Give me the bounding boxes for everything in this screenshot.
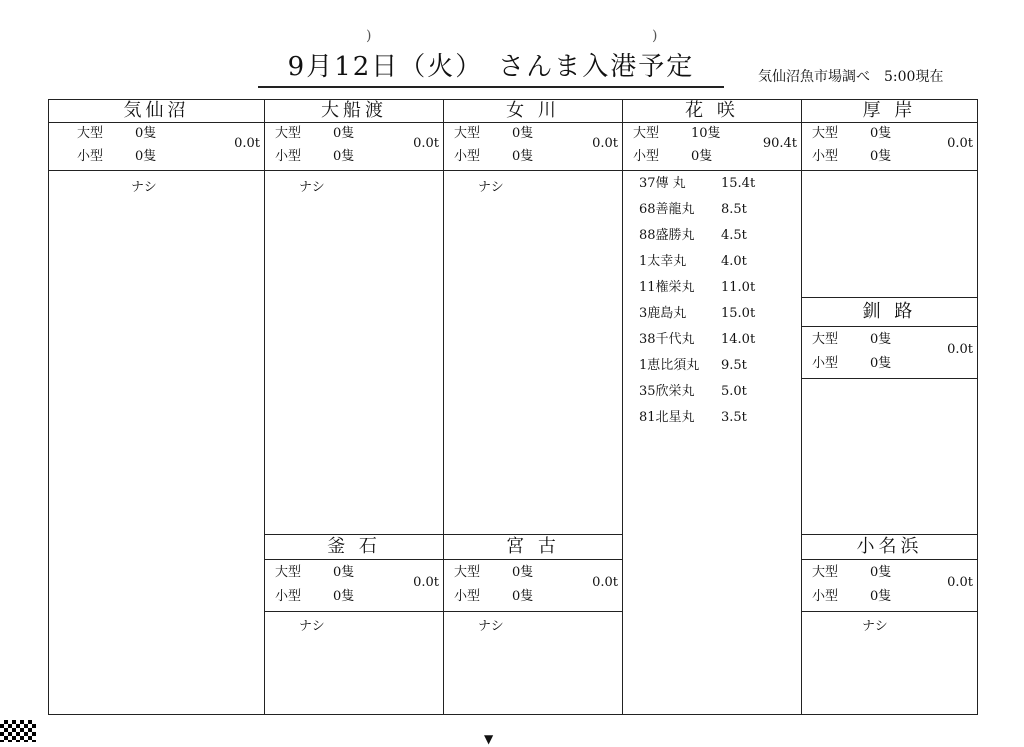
port-name: 大船渡 (265, 100, 443, 123)
ship-tons: 15.0t (721, 306, 756, 321)
large-count: 0隻 (333, 565, 355, 580)
small-label: 小型 (275, 149, 302, 164)
large-count: 0隻 (135, 126, 157, 141)
ship-row (639, 356, 747, 376)
port-miyako (443, 534, 623, 715)
ship-name: 1恵比須丸 (639, 358, 700, 373)
large-count: 10隻 (691, 126, 721, 141)
small-count: 0隻 (870, 149, 892, 164)
large-label: 大型 (454, 565, 481, 580)
total-tons: 0.0t (234, 136, 260, 151)
ship-row (639, 252, 747, 272)
ship-tons: 11.0t (721, 280, 756, 295)
large-label: 大型 (275, 126, 302, 141)
port-kushiro (801, 297, 978, 535)
small-count: 0隻 (870, 356, 892, 371)
port-name: 女 川 (444, 100, 622, 123)
port-onahama (801, 534, 978, 715)
port-stats (49, 122, 264, 171)
port-stats (802, 122, 977, 171)
port-onagawa (443, 99, 623, 535)
down-arrow-icon: ▼ (484, 732, 494, 746)
port-name: 釧 路 (802, 298, 977, 327)
large-label: 大型 (77, 126, 104, 141)
small-count: 0隻 (512, 589, 534, 604)
small-label: 小型 (454, 149, 481, 164)
ship-tons: 14.0t (721, 332, 756, 347)
right-binding-mark: ) (652, 28, 658, 44)
port-ofunato (264, 99, 444, 535)
ship-row (639, 382, 747, 402)
scan-checker-mark (0, 720, 36, 742)
total-tons: 0.0t (413, 136, 439, 151)
ship-tons: 4.0t (721, 254, 747, 269)
large-label: 大型 (454, 126, 481, 141)
port-name: 小名浜 (802, 535, 977, 560)
port-kamaishi (264, 534, 444, 715)
ship-row (639, 330, 755, 350)
ship-row (639, 200, 747, 220)
small-count: 0隻 (512, 149, 534, 164)
small-count: 0隻 (333, 149, 355, 164)
ship-row (639, 278, 755, 298)
port-hanasaki (622, 99, 802, 715)
ship-name: 68善龍丸 (639, 202, 695, 217)
ship-row (639, 174, 755, 194)
ship-tons: 5.0t (721, 384, 747, 399)
none-note: ナシ (862, 619, 888, 634)
port-stats (623, 122, 801, 171)
large-count: 0隻 (870, 332, 892, 347)
total-tons: 0.0t (947, 342, 973, 357)
port-akkeshi (801, 99, 978, 298)
ship-name: 88盛勝丸 (639, 228, 695, 243)
port-name: 気仙沼 (49, 100, 264, 123)
total-tons: 0.0t (592, 575, 618, 590)
ship-row (639, 408, 747, 428)
total-tons: 0.0t (947, 136, 973, 151)
total-tons: 0.0t (413, 575, 439, 590)
small-count: 0隻 (135, 149, 157, 164)
large-label: 大型 (812, 332, 839, 347)
total-tons: 0.0t (947, 575, 973, 590)
ship-row (639, 304, 755, 324)
port-name: 厚 岸 (802, 100, 977, 123)
small-label: 小型 (812, 589, 839, 604)
port-name: 釜 石 (265, 535, 443, 560)
large-count: 0隻 (870, 126, 892, 141)
large-count: 0隻 (333, 126, 355, 141)
port-stats (444, 559, 622, 612)
left-binding-mark: ) (366, 28, 372, 44)
ship-tons: 4.5t (721, 228, 747, 243)
none-note: ナシ (131, 180, 157, 195)
port-name: 宮 古 (444, 535, 622, 560)
small-count: 0隻 (333, 589, 355, 604)
ship-name: 35欣栄丸 (639, 384, 695, 399)
ship-tons: 3.5t (721, 410, 747, 425)
port-name: 花 咲 (623, 100, 801, 123)
none-note: ナシ (478, 180, 504, 195)
ship-name: 81北星丸 (639, 410, 695, 425)
small-label: 小型 (275, 589, 302, 604)
port-stats (802, 559, 977, 612)
ship-name: 1太幸丸 (639, 254, 687, 269)
port-stats (265, 122, 443, 171)
none-note: ナシ (478, 619, 504, 634)
small-count: 0隻 (691, 149, 713, 164)
none-note: ナシ (299, 180, 325, 195)
large-count: 0隻 (870, 565, 892, 580)
source-note: 気仙沼魚市場調べ 5:00現在 (758, 69, 944, 85)
large-label: 大型 (812, 565, 839, 580)
ship-tons: 15.4t (721, 176, 756, 191)
large-label: 大型 (275, 565, 302, 580)
ship-tons: 9.5t (721, 358, 747, 373)
total-tons: 0.0t (592, 136, 618, 151)
small-label: 小型 (812, 149, 839, 164)
small-label: 小型 (454, 589, 481, 604)
ship-row (639, 226, 747, 246)
port-stats (444, 122, 622, 171)
port-kesennuma (48, 99, 265, 715)
port-stats (265, 559, 443, 612)
port-stats (802, 326, 977, 379)
large-label: 大型 (633, 126, 660, 141)
large-label: 大型 (812, 126, 839, 141)
none-note: ナシ (299, 619, 325, 634)
ship-name: 38千代丸 (639, 332, 695, 347)
small-count: 0隻 (870, 589, 892, 604)
small-label: 小型 (77, 149, 104, 164)
ship-name: 3鹿島丸 (639, 306, 687, 321)
large-count: 0隻 (512, 565, 534, 580)
ship-name: 11権栄丸 (639, 280, 695, 295)
total-tons: 90.4t (762, 136, 797, 151)
ship-tons: 8.5t (721, 202, 747, 217)
large-count: 0隻 (512, 126, 534, 141)
page-title: 9月12日（火） さんま入港予定 (287, 52, 695, 82)
title-underline (258, 86, 724, 88)
small-label: 小型 (812, 356, 839, 371)
ship-name: 37傳 丸 (639, 176, 686, 191)
small-label: 小型 (633, 149, 660, 164)
